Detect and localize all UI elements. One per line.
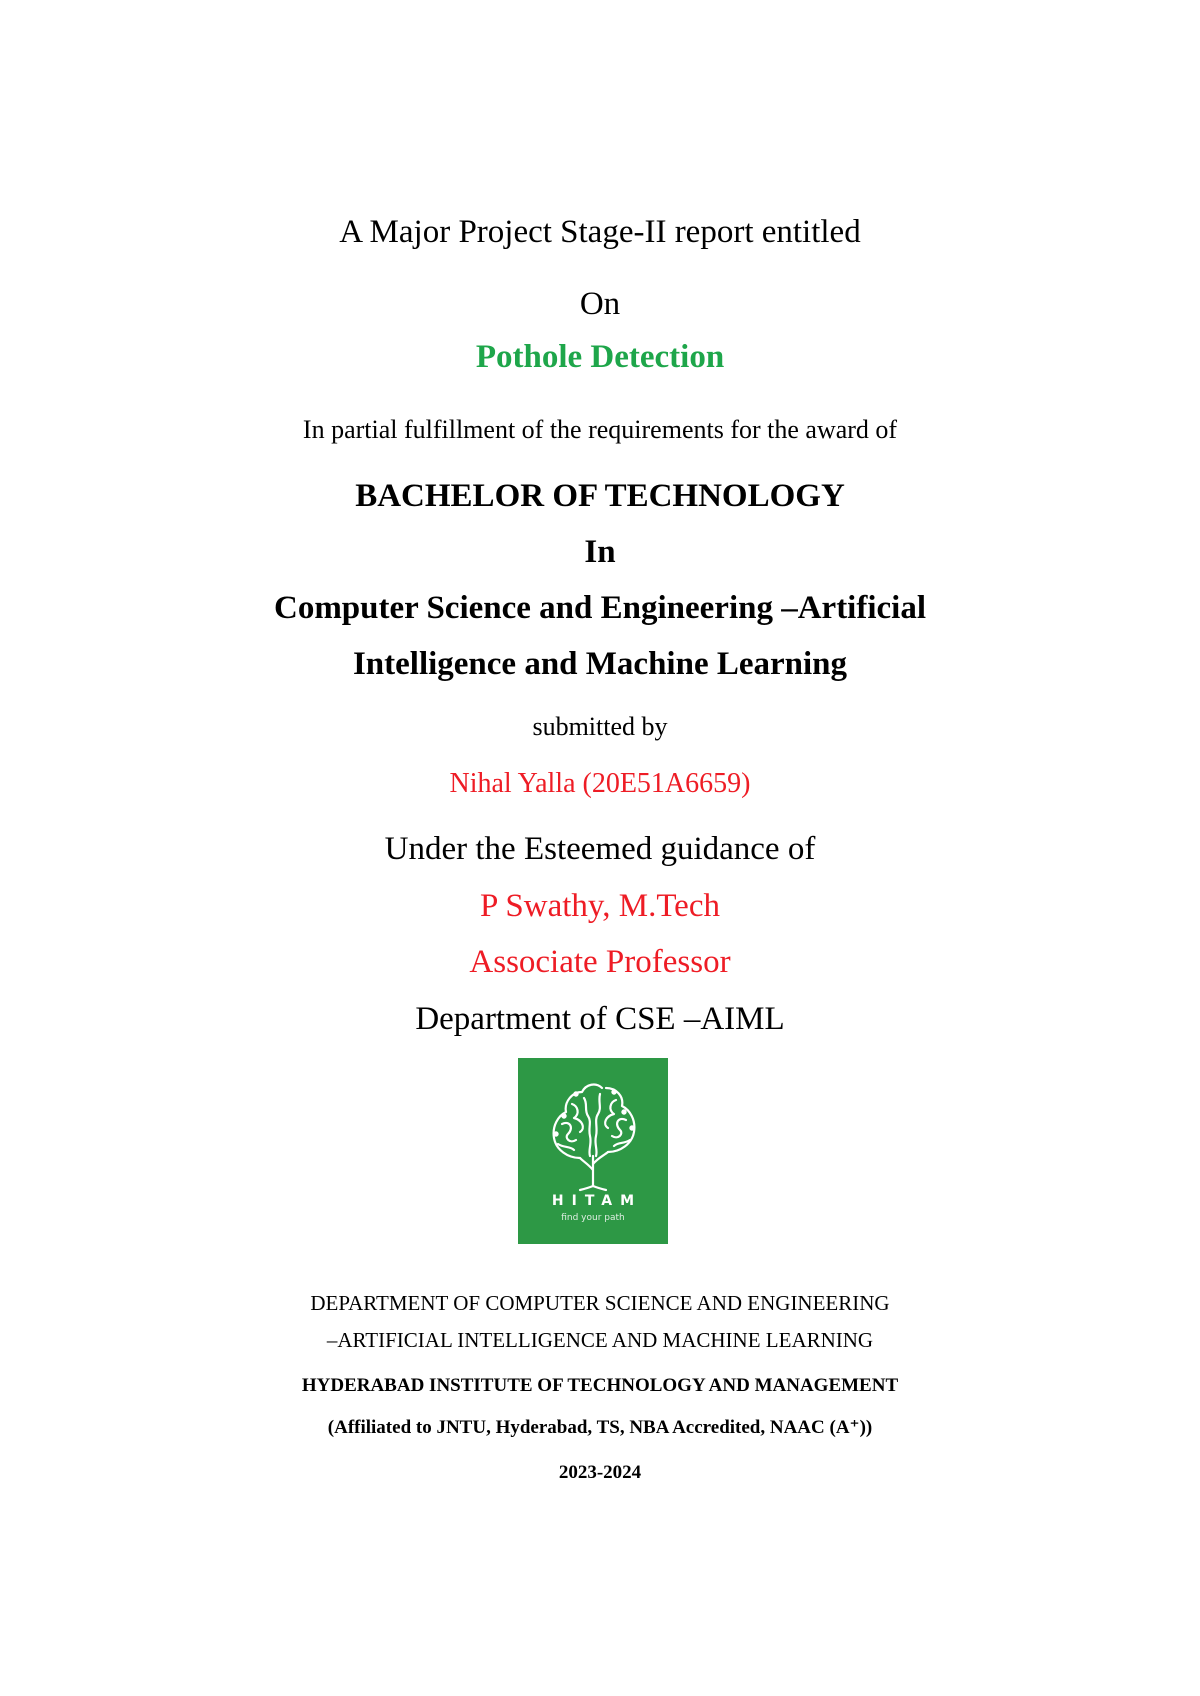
branch-line-2: Intelligence and Machine Learning (352, 646, 848, 682)
on-label: On (579, 286, 621, 322)
logo-name: HITAM (551, 1193, 643, 1209)
logo-tagline: find your path (561, 1213, 625, 1223)
footer-department-line-1: DEPARTMENT OF COMPUTER SCIENCE AND ENGINEERING (310, 1291, 890, 1315)
affiliation-text: (Affiliated to JNTU, Hyderabad, TS, NBA Accredited, NAAC (A⁺)) (327, 1417, 873, 1438)
academic-year: 2023-2024 (558, 1462, 642, 1483)
institute-name: HYDERABAD INSTITUTE OF TECHNOLOGY AND MANAGEMENT (301, 1375, 899, 1396)
footer-department-line-2: –ARTIFICIAL INTELLIGENCE AND MACHINE LEARNING (326, 1328, 874, 1352)
partial-fulfillment-text: In partial fulfillment of the requirements for the award of (302, 415, 898, 444)
submitted-by-label: submitted by (532, 712, 668, 741)
hitam-logo (518, 1058, 668, 1244)
branch-line-1: Computer Science and Engineering –Artificial (273, 590, 926, 626)
student-name: Nihal Yalla (20E51A6659) (449, 768, 751, 799)
project-title: Pothole Detection (475, 339, 725, 375)
guidance-label: Under the Esteemed guidance of (384, 831, 816, 867)
guide-name: P Swathy, M.Tech (480, 888, 720, 924)
in-label: In (584, 534, 616, 570)
degree-title: BACHELOR OF TECHNOLOGY (355, 478, 845, 514)
guide-department: Department of CSE –AIML (415, 1001, 785, 1037)
report-intro: A Major Project Stage-II report entitled (339, 214, 861, 250)
guide-designation: Associate Professor (469, 944, 731, 980)
